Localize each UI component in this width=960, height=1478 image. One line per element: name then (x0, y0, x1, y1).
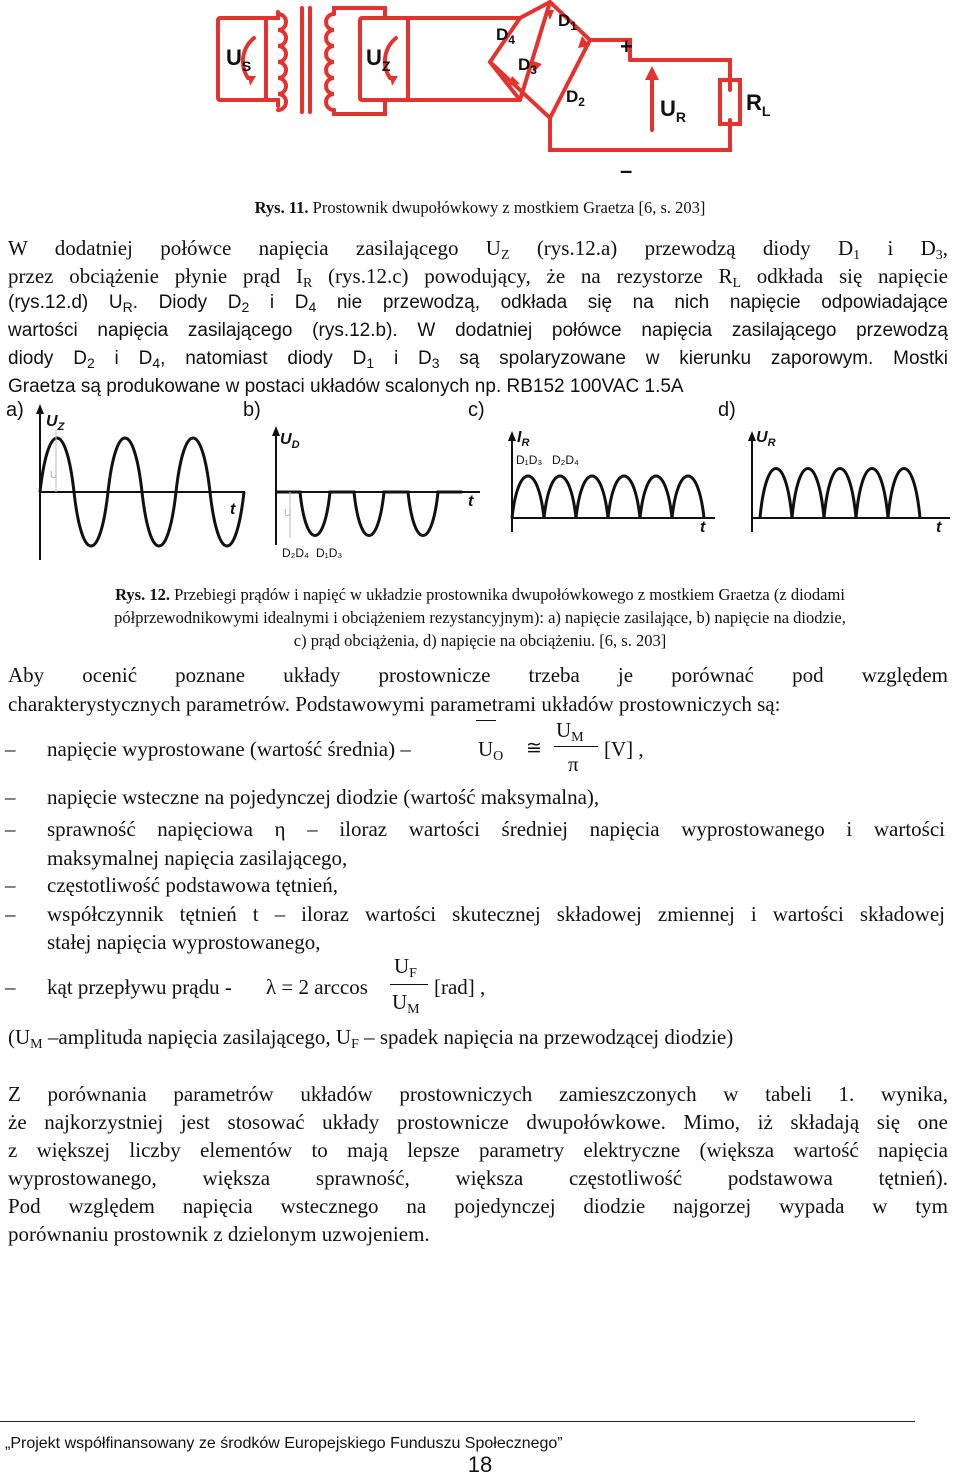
graph-a-label: a) (6, 400, 24, 421)
list-item-3: sprawność napięciowa η – iloraz wartości średniej napięcia wyprostowanego i wartości (47, 817, 945, 841)
para3-line2: że najkorzystniej jest stosować układy prostownicze dwupołówkowe. Mimo, iż składają się one (8, 1110, 948, 1134)
d4-label: $D_4$ (496, 25, 515, 47)
figure-12-label: Rys. 12. (115, 585, 170, 604)
page-number: 18 (467, 1452, 493, 1477)
ur-label: $U_R$ (660, 96, 687, 125)
graph-d-t: t (936, 519, 942, 536)
d3-label: $D_3$ (518, 55, 537, 77)
graph-c-label: c) (468, 400, 485, 421)
figure-11-caption (0, 198, 960, 218)
list-item-2: napięcie wsteczne na pojedynczej diodzie (wartość maksymalna), (47, 785, 600, 809)
para1-line6: Graetza są produkowane w postaci układów scalonych np. RB152 100VAC 1.5A (8, 376, 684, 397)
para3-line3: z większej liczby elementów to mają lepsze parametry elektryczne (większa wartość napięcia (8, 1138, 948, 1162)
para1-line2: przez obciążenie płynie prąd IR (rys.12.c) powodujący, że na rezystorze RL odkłada się napięcie (8, 264, 948, 291)
rl-label: $R_L$ (746, 90, 770, 119)
para2-line2: charakterystycznych parametrów. Podstawowymi parametrami układów prostowniczych są: (8, 692, 781, 716)
para1-line3: (rys.12.d) $U_R$. Diody $D_2$ i $D_4$ nie przewodzą, odkłada się na nich napięcie odpowiadające (8, 292, 948, 315)
graph-b-label: b) (243, 400, 261, 421)
para3-line4: wyprostowanego, większa sprawność, większa częstotliwość podstawowa tętnień). (8, 1166, 948, 1190)
list-dash-2: – (5, 785, 16, 809)
list-item-3-cont: maksymalnej napięcia zasilającego, (47, 846, 348, 870)
para1-line5: diody $D_2$ i $D_4$, natomiast diody $D_1$ i $D_3$ są spolaryzowane w kierunku zaporowym. Mostki (8, 348, 949, 371)
uz-label: $U_Z$ (366, 45, 391, 74)
graph-d-label: d) (718, 400, 736, 421)
para3-line5: Pod względem napięcia wstecznego na pojedynczej diodzie najgorzej wypada w tym (8, 1194, 948, 1218)
figure-11-label: Rys. 11. (254, 198, 309, 217)
footer-divider (0, 1421, 915, 1422)
plus-label: + (620, 34, 633, 59)
d2-label: $D_2$ (566, 87, 585, 109)
graph-b-t: t (468, 493, 474, 510)
graph-d-ur: $U_R$ (756, 429, 776, 449)
para3-line6: porównaniu prostownik z dzielonym uzwojeniem. (8, 1222, 430, 1246)
graph-b-d1d3: D₁D₃ (316, 546, 343, 560)
graph-b-ud: $U_D$ (280, 431, 300, 451)
list-item-1: napięcie wyprostowane (wartość średnia) – (47, 737, 411, 761)
figure-11-text: Prostownik dwupołówkowy z mostkiem Graetza [6, s. 203] (308, 198, 706, 217)
minus-label: – (620, 158, 633, 183)
graph-c-d1d3: D₁D₃ (516, 453, 543, 467)
list-item-6: kąt przepływu prądu - (47, 975, 232, 999)
list-note: (UM –amplituda napięcia zasilającego, UF – spadek napięcia na przewodzącej diodzie) (8, 1025, 734, 1052)
para2-line1: Aby ocenić poznane układy prostownicze trzeba je porównać pod względem (8, 663, 948, 687)
para1-line4: wartości napięcia zasilającego (rys.12.b). W dodatniej połówce napięcia zasilającego przewodzą (8, 320, 948, 341)
footer-text: „Projekt współfinansowany ze środków Europejskiego Funduszu Społecznego” (5, 1435, 563, 1452)
d1-label: $D_1$ (558, 11, 577, 33)
graph-a-uz: $U_Z$ (46, 413, 65, 433)
list-item-4: częstotliwość podstawowa tętnień, (47, 873, 339, 897)
list-item-5: współczynnik tętnień t – iloraz wartości skutecznej składowej zmiennej i wartości składowej (47, 902, 945, 926)
list-dash-4: – (5, 873, 16, 897)
graph-b-d2d4: D₂D₄ (282, 546, 309, 560)
list-dash-5: – (5, 902, 16, 926)
formula-lambda: λ = 2 arccos UF UM [rad] , (266, 954, 486, 1017)
list-dash-1: – (5, 737, 16, 761)
graph-c-d2d4: D₂D₄ (552, 453, 579, 467)
list-dash-6: – (5, 975, 16, 999)
graph-a-t: t (230, 501, 236, 518)
bridge-rectifier-circuit (190, 0, 770, 190)
figure-12-caption: Rys. 12. Przebiegi prądów i napięć w układzie prostownika dwupołówkowego z mostkiem Graetza (z diodami półprzewodnikowymi idealnymi i obciążeniem rezystancyjnym): a) napięcie zasilające, b) napięcie na diodzie, c) prąd obciążenia, d) napięcie na obciążeniu. [6, s. 203] (114, 585, 846, 650)
graph-c-t: t (700, 519, 706, 536)
graph-a-uz-small: U (50, 470, 58, 481)
graph-b-um-small: U (284, 508, 292, 519)
formula-uo: UO ≅ UM π [V] , (478, 718, 644, 776)
list-item-5-cont: stałej napięcia wyprostowanego, (47, 930, 321, 954)
list-dash-3: – (5, 817, 16, 841)
para3-line1: Z porównania parametrów układów prostowniczych zamieszczonych w tabeli 1. wynika, (8, 1082, 948, 1106)
para1-line1: W dodatniej połówce napięcia zasilającego UZ (rys.12.a) przewodzą diody D1 i D3, (8, 236, 948, 263)
graph-c-ir: $I_R$ (517, 429, 530, 449)
us-label: $U_S$ (226, 45, 252, 74)
waveform-graphs (0, 400, 960, 570)
